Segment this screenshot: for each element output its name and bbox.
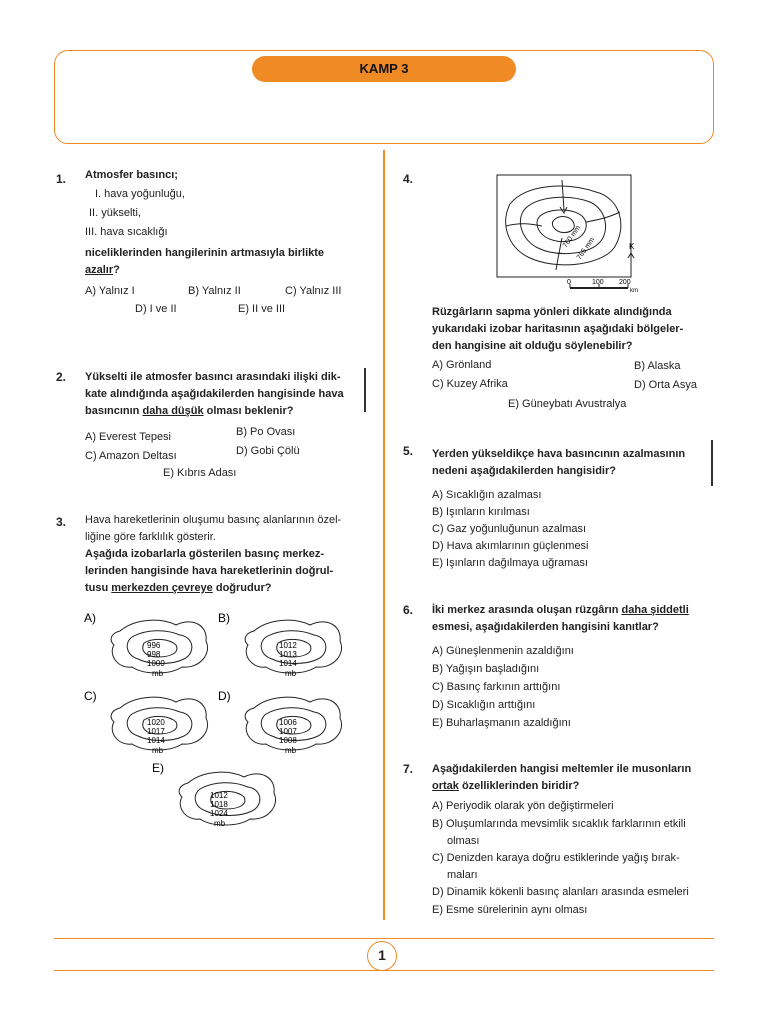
q1-item-2: II. yükselti, bbox=[89, 207, 141, 219]
q2-option-a[interactable]: A) Everest Tepesi bbox=[85, 431, 172, 443]
q4-scale-200: 200 bbox=[619, 279, 631, 286]
q7-body bbox=[432, 761, 717, 795]
q3-isobar-maps bbox=[80, 605, 370, 840]
q2-line-3b: olması beklenir? bbox=[203, 405, 294, 417]
q3-map-d-val-2: 1007 bbox=[279, 727, 297, 736]
q3-map-a-val-1: 996 bbox=[147, 641, 161, 650]
q7-option-a[interactable]: A) Periyodik olarak yön değiştirmeleri bbox=[432, 800, 614, 812]
q4-number: 4. bbox=[403, 172, 414, 186]
q3-map-e[interactable] bbox=[152, 761, 276, 828]
q3-map-d-val-1: 1006 bbox=[279, 718, 297, 727]
q6-option-c[interactable]: C) Basınç farkının arttığını bbox=[432, 681, 561, 693]
q4-option-d[interactable]: D) Orta Asya bbox=[634, 379, 697, 391]
q3-map-e-val-1: 1012 bbox=[210, 791, 228, 800]
q3-map-b-label: B) bbox=[218, 611, 230, 625]
q3-map-e-val-3: 1024 bbox=[210, 809, 228, 818]
q2-line-1: Yükselti ile atmosfer basıncı arasındaki ilişki dik- bbox=[85, 371, 341, 383]
q2-margin-bar bbox=[364, 368, 366, 412]
q1-question: niceliklerinden hangilerinin artmasıyla birlikte bbox=[85, 247, 325, 259]
q4-option-e[interactable]: E) Güneybatı Avustralya bbox=[508, 398, 627, 410]
q5-line-2: nedeni aşağıdakilerden hangisidir? bbox=[432, 465, 616, 477]
q7-number: 7. bbox=[403, 762, 414, 776]
q6-option-e[interactable]: E) Buharlaşmanın azaldığını bbox=[432, 717, 571, 729]
q3-map-d-label: D) bbox=[218, 689, 231, 703]
q6-body bbox=[432, 602, 717, 636]
q3-map-d[interactable] bbox=[218, 689, 342, 755]
q3-map-c-unit: mb bbox=[152, 746, 164, 755]
column-divider bbox=[383, 150, 385, 920]
q2-option-e[interactable]: E) Kıbrıs Adası bbox=[163, 467, 237, 479]
q1-option-c[interactable]: C) Yalnız III bbox=[285, 285, 342, 297]
q3-map-c[interactable] bbox=[84, 689, 208, 755]
q1-item-1: I. hava yoğunluğu, bbox=[95, 188, 185, 200]
q4-isobar-label-2: 765 mm bbox=[575, 236, 597, 262]
q2-option-d[interactable]: D) Gobi Çölü bbox=[236, 445, 300, 457]
q1-item-3: III. hava sıcaklığı bbox=[85, 226, 168, 238]
q6-option-a[interactable]: A) Güneşlenmenin azaldığını bbox=[432, 645, 574, 657]
q4-isobar-map bbox=[496, 174, 646, 296]
q1-stem: Atmosfer basıncı; bbox=[85, 169, 178, 181]
q3-map-c-val-3: 1014 bbox=[147, 736, 165, 745]
q5-body bbox=[432, 446, 717, 480]
q5-option-e[interactable]: E) Işınların dağılmaya uğraması bbox=[432, 557, 588, 569]
q3-map-a[interactable] bbox=[84, 611, 208, 678]
q4-scale-100: 100 bbox=[592, 279, 604, 286]
page-number: 1 bbox=[367, 941, 397, 971]
q2-line-3a: basıncının bbox=[85, 405, 143, 417]
q3-map-c-val-2: 1017 bbox=[147, 727, 165, 736]
q1-question-end: ? bbox=[113, 264, 120, 276]
q3-map-b-val-3: 1014 bbox=[279, 659, 297, 668]
q4-scale-unit: km bbox=[630, 288, 638, 294]
q1-body bbox=[85, 167, 360, 279]
q4-option-c[interactable]: C) Kuzey Afrika bbox=[432, 378, 508, 390]
q5-number: 5. bbox=[403, 444, 414, 458]
q3-question-1: Aşağıda izobarlarla gösterilen basınç merkez- bbox=[85, 548, 325, 560]
q3-question-2: lerinden hangisinde hava hareketlerinin doğrul- bbox=[85, 565, 334, 577]
page-title: KAMP 3 bbox=[252, 56, 516, 82]
q6-option-d[interactable]: D) Sıcaklığın arttığını bbox=[432, 699, 536, 711]
q4-line-1: Rüzgârların sapma yönleri dikkate alındığında bbox=[432, 306, 672, 318]
q3-map-e-val-2: 1018 bbox=[210, 800, 228, 809]
q7-option-b-cont: olması bbox=[447, 835, 480, 847]
q7-line-2-underlined: ortak bbox=[432, 780, 459, 792]
q3-question-underlined: merkezden çevreye bbox=[111, 582, 213, 594]
q4-isobar-label-1: 760 mm bbox=[561, 224, 583, 250]
q4-line-3: den hangisine ait olduğu söylenebilir? bbox=[432, 340, 633, 352]
q5-margin-bar bbox=[711, 440, 713, 486]
q4-option-b[interactable]: B) Alaska bbox=[634, 360, 681, 372]
q1-question-underlined: azalır bbox=[85, 264, 114, 276]
q3-intro-2: liğine göre farklılık gösterir. bbox=[85, 531, 216, 543]
q3-question-3b: doğrudur? bbox=[212, 582, 272, 594]
q3-map-a-val-2: 998 bbox=[147, 650, 161, 659]
q3-map-d-unit: mb bbox=[285, 746, 297, 755]
q6-number: 6. bbox=[403, 603, 414, 617]
q5-option-b[interactable]: B) Işınların kırılması bbox=[432, 506, 530, 518]
q7-option-b[interactable]: B) Oluşumlarında mevsimlik sıcaklık farklarının etkili bbox=[432, 818, 686, 830]
q4-scale-0: 0 bbox=[567, 279, 571, 286]
q1-option-e[interactable]: E) II ve III bbox=[238, 303, 286, 315]
q3-map-c-label: C) bbox=[84, 689, 97, 703]
q1-number: 1. bbox=[56, 172, 67, 186]
q5-line-1: Yerden yükseldikçe hava basıncının azalmasının bbox=[432, 448, 686, 460]
q4-north-label: K bbox=[629, 242, 635, 251]
q3-intro-1: Hava hareketlerinin oluşumu basınç alanlarının özel- bbox=[85, 514, 342, 526]
q3-map-a-val-3: 1000 bbox=[147, 659, 165, 668]
q3-map-b-val-1: 1012 bbox=[279, 641, 297, 650]
footer-line-top bbox=[54, 938, 714, 939]
q2-option-c[interactable]: C) Amazon Deltası bbox=[85, 450, 177, 462]
q3-map-b[interactable] bbox=[218, 611, 342, 678]
q3-map-a-unit: mb bbox=[152, 669, 164, 678]
q6-line-1a: İki merkez arasında oluşan rüzgârın bbox=[432, 604, 622, 616]
q2-line-2: kate alındığında aşağıdakilerden hangisinde hava bbox=[85, 388, 344, 400]
q7-option-e[interactable]: E) Esme sürelerinin aynı olması bbox=[432, 904, 588, 916]
q7-line-2b: özelliklerinden biridir? bbox=[458, 780, 580, 792]
q7-line-1: Aşağıdakilerden hangisi meltemler ile musonların bbox=[432, 763, 692, 775]
q1-option-b[interactable]: B) Yalnız II bbox=[188, 285, 241, 297]
q3-map-d-val-3: 1008 bbox=[279, 736, 297, 745]
north-arrow-icon bbox=[628, 253, 634, 266]
q3-map-a-label: A) bbox=[84, 611, 96, 625]
q3-map-e-label: E) bbox=[152, 761, 164, 775]
q2-option-b[interactable]: B) Po Ovası bbox=[236, 426, 296, 438]
q6-line-2: esmesi, aşağıdakilerden hangisini kanıtlar? bbox=[432, 621, 659, 633]
q6-option-b[interactable]: B) Yağışın başladığını bbox=[432, 663, 540, 675]
q3-question-3a: tusu bbox=[85, 582, 112, 594]
q3-map-e-unit: mb bbox=[214, 819, 226, 828]
q7-option-d[interactable]: D) Dinamik kökenli basınç alanları arasında esmeleri bbox=[432, 886, 689, 898]
q5-option-c[interactable]: C) Gaz yoğunluğunun azalması bbox=[432, 523, 587, 535]
q1-option-d[interactable]: D) I ve II bbox=[135, 303, 177, 315]
q2-body bbox=[85, 369, 360, 420]
q4-body bbox=[432, 304, 717, 355]
q3-map-b-unit: mb bbox=[285, 669, 297, 678]
q3-number: 3. bbox=[56, 515, 67, 529]
q2-line-3-underlined: daha düşük bbox=[142, 405, 204, 417]
q2-number: 2. bbox=[56, 370, 67, 384]
q6-line-1-underlined: daha şiddetli bbox=[621, 604, 689, 616]
q4-option-a[interactable]: A) Grönland bbox=[432, 359, 492, 371]
q3-map-c-val-1: 1020 bbox=[147, 718, 165, 727]
q5-option-a[interactable]: A) Sıcaklığın azalması bbox=[432, 489, 542, 501]
q7-option-c[interactable]: C) Denizden karaya doğru estiklerinde yağış bırak- bbox=[432, 852, 680, 864]
q3-body bbox=[85, 512, 370, 597]
q3-map-b-val-2: 1013 bbox=[279, 650, 297, 659]
q7-option-c-cont: maları bbox=[447, 869, 478, 881]
q5-option-d[interactable]: D) Hava akımlarının güçlenmesi bbox=[432, 540, 589, 552]
q4-line-2: yukarıdaki izobar haritasının aşağıdaki bölgeler- bbox=[432, 323, 684, 335]
q1-option-a[interactable]: A) Yalnız I bbox=[85, 285, 135, 297]
